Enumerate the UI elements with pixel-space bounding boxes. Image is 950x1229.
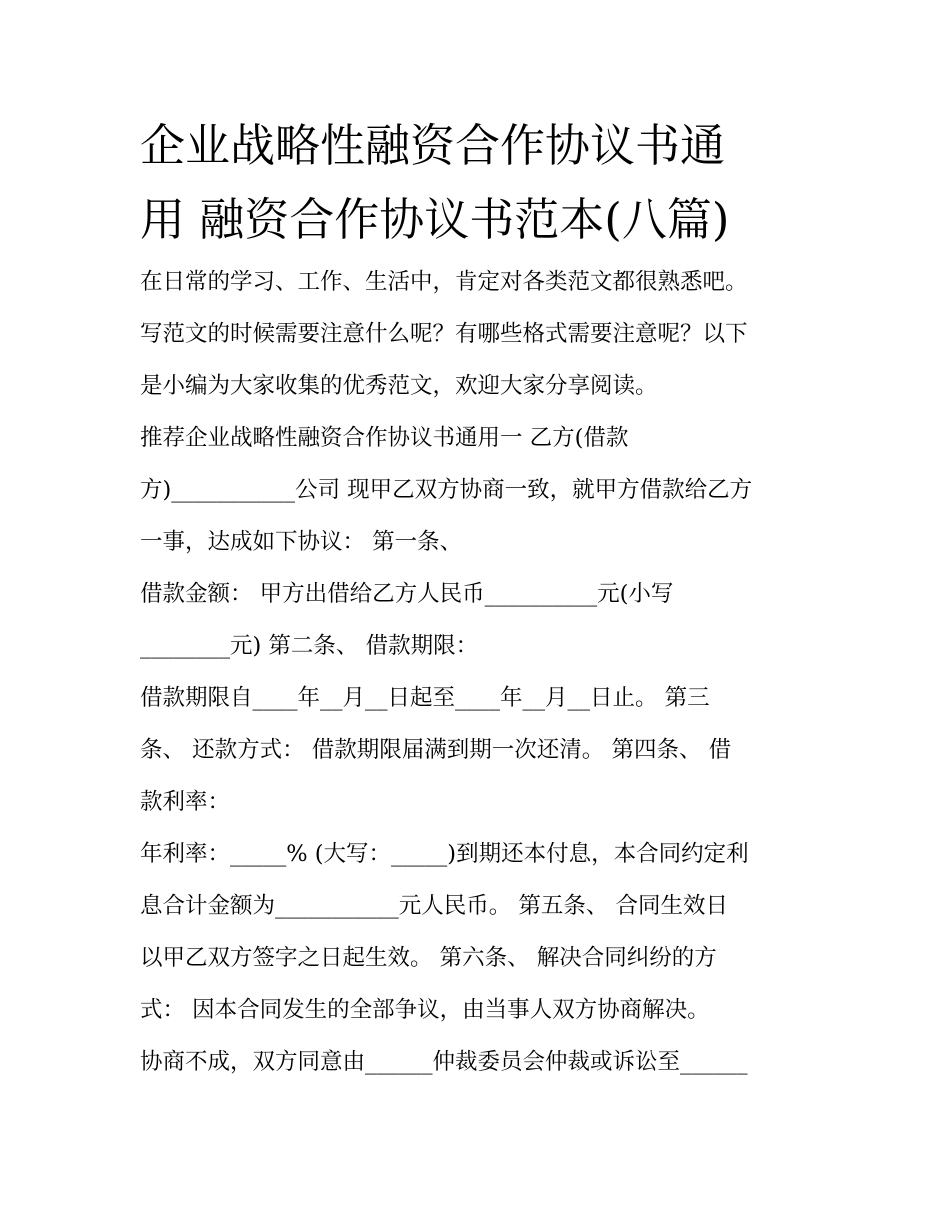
document-page xyxy=(140,118,820,1088)
body-line: 以甲乙双方签字之日起生效。 第六条、 解决合同纠纷的方 xyxy=(140,945,717,971)
body-line: 协商不成，双方同意由______仲裁委员会仲裁或诉讼至______ xyxy=(140,1049,748,1075)
body-line: 写范文的时候需要注意什么呢？有哪些格式需要注意呢？以下 xyxy=(140,321,748,347)
body-line: 款利率： xyxy=(140,789,231,815)
title-line-2: 用 融资合作协议书范本(八篇) xyxy=(140,193,730,246)
body-line: 息合计金额为___________元人民币。 第五条、 合同生效日 xyxy=(140,893,729,919)
body-line: 在日常的学习、工作、生活中，肯定对各类范文都很熟悉吧。 xyxy=(140,269,748,295)
body-line: 一事，达成如下协议： 第一条、 xyxy=(140,529,463,555)
body-line: 推荐企业战略性融资合作协议书通用一 乙方(借款 xyxy=(140,425,629,451)
body-line: 式： 因本合同发生的全部争议，由当事人双方协商解决。 xyxy=(140,997,710,1023)
body-line: 借款期限自____年__月__日起至____年__月__日止。 第三 xyxy=(140,685,710,711)
body-line: ________元) 第二条、 借款期限： xyxy=(140,633,479,659)
body-line: 方)___________公司 现甲乙双方协商一致，就甲方借款给乙方 xyxy=(140,477,753,503)
body-line: 年利率：_____% (大写：_____)到期还本付息，本合同约定利 xyxy=(140,841,749,867)
body-line: 是小编为大家收集的优秀范文，欢迎大家分享阅读。 xyxy=(140,373,658,399)
document-body xyxy=(140,256,820,1088)
title-line-1: 企业战略性融资合作协议书通 xyxy=(140,119,726,172)
body-line: 借款金额： 甲方出借给乙方人民币__________元(小写 xyxy=(140,581,674,607)
document-title xyxy=(140,118,820,248)
body-line: 条、 还款方式： 借款期限届满到期一次还清。 第四条、 借 xyxy=(140,737,732,763)
